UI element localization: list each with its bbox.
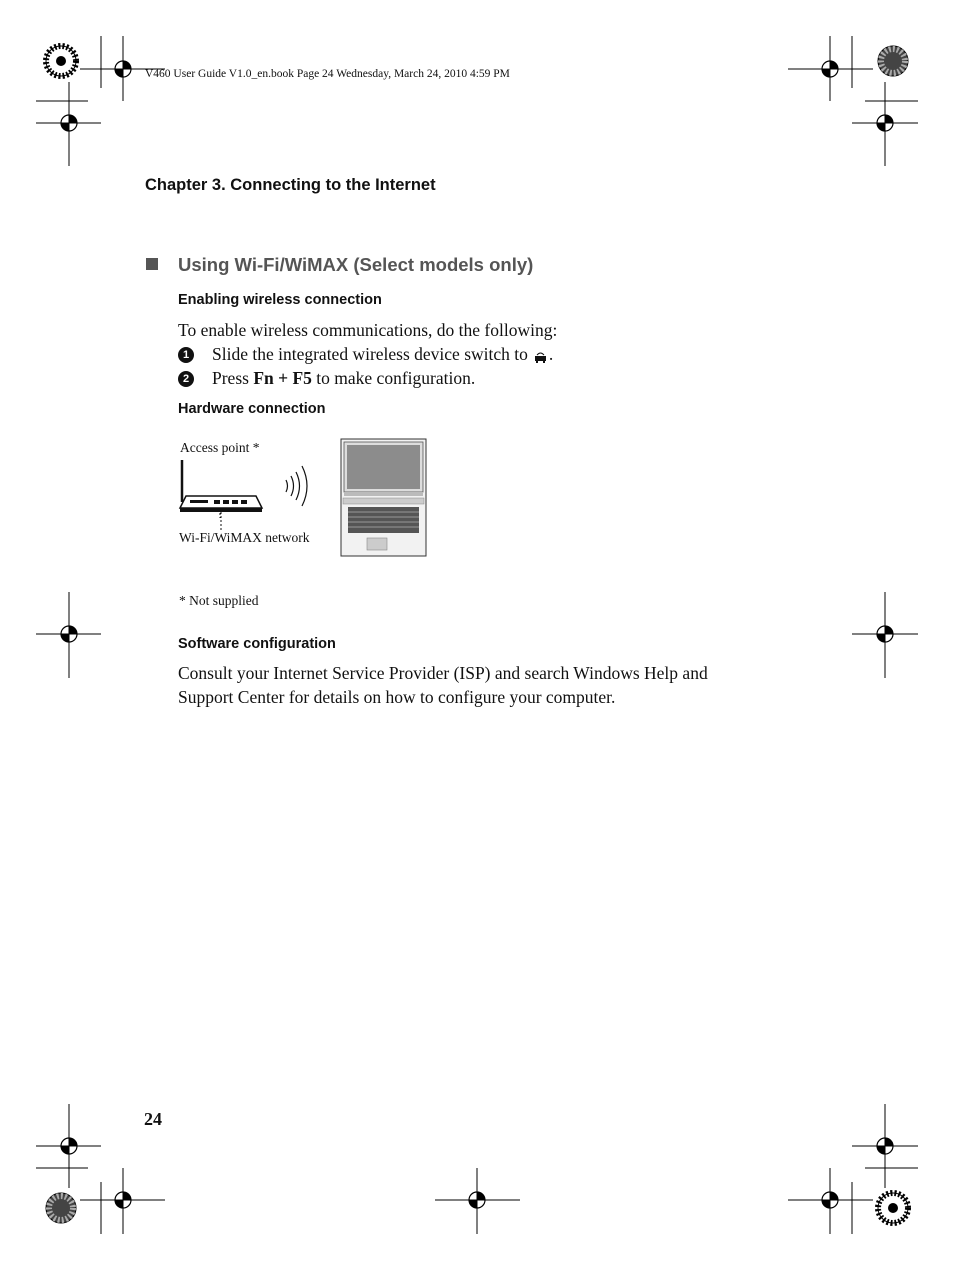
section-bullet-icon	[146, 258, 158, 270]
network-label: Wi-Fi/WiMAX network	[179, 530, 310, 545]
laptop-icon	[340, 438, 428, 558]
step-2-prefix: Press	[212, 368, 254, 388]
step-2-keys: Fn + F5	[253, 368, 312, 388]
step-2	[212, 368, 475, 389]
wireless-signal-icon	[280, 462, 316, 510]
network-connection-line	[218, 512, 224, 532]
step-number-2: 2	[178, 371, 194, 387]
section-title: Using Wi-Fi/WiMAX (Select models only)	[178, 254, 534, 275]
wireless-switch-icon	[533, 351, 549, 363]
chapter-title: Chapter 3. Connecting to the Internet	[145, 176, 436, 194]
step-2-suffix: to make configuration.	[311, 368, 476, 388]
enabling-intro: To enable wireless communications, do the following:	[178, 320, 558, 340]
step-number-1: 1	[178, 347, 194, 363]
step-1	[212, 344, 553, 365]
file-info-header: V460 User Guide V1.0_en.book Page 24 Wednesday, March 24, 2010 4:59 PM	[145, 68, 510, 80]
software-line-1: Consult your Internet Service Provider (ISP) and search Windows Help and	[178, 663, 708, 683]
hardware-heading: Hardware connection	[178, 401, 326, 417]
software-line-2: Support Center for details on how to configure your computer.	[178, 687, 616, 707]
step-1-end: .	[548, 344, 554, 364]
access-point-label: Access point *	[180, 440, 260, 455]
step-1-text: Slide the integrated wireless device switch to	[212, 344, 528, 364]
not-supplied-note: * Not supplied	[179, 593, 259, 608]
access-point-router-icon	[178, 458, 278, 518]
page-number: 24	[144, 1109, 162, 1129]
enabling-heading: Enabling wireless connection	[178, 292, 382, 308]
software-heading: Software configuration	[178, 636, 336, 652]
